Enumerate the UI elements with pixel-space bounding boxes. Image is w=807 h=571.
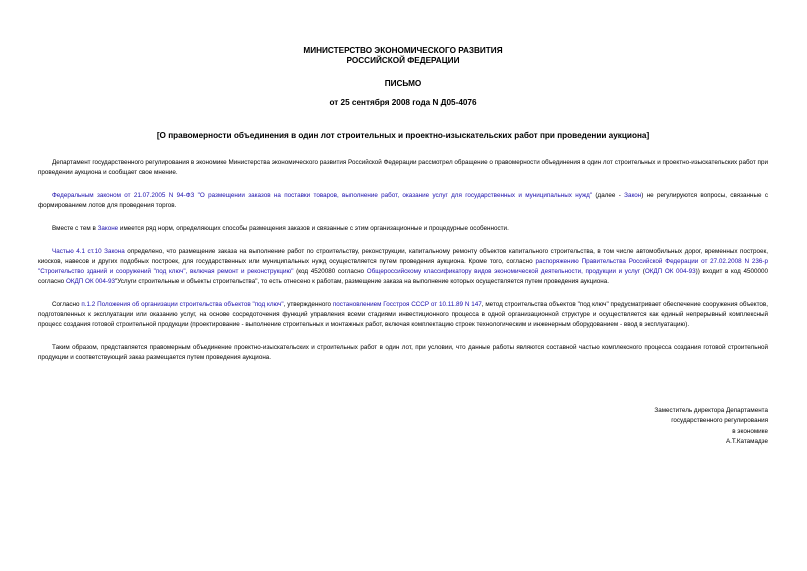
paragraph-2-mid: (далее - [592,192,625,199]
signature-name: А.Т.Катамадзе [725,438,768,446]
paragraph-4 [38,247,768,287]
gosstroy-resolution-link[interactable]: постановлением Госстроя СССР от 10.11.89 N 147 [332,301,482,308]
paragraph-2-end: ) не регулируются вопросы, связанные с формированием лотов для проведения торгов. [38,192,768,209]
ministry-line-2: РОССИЙСКОЙ ФЕДЕРАЦИИ [346,56,460,65]
paragraph-2 [38,191,768,211]
paragraph-4-e: "Услуги строительные и объекты строительства", то есть отнесено к работам, размещение заказа на выполнение которых осуществляется путем проведения аукциона. [114,278,610,285]
paragraph-3-end: имеется ряд норм, определяющих способы размещения заказов и связанные с этим организационные и процедурные особенности. [118,225,509,232]
law-short-link[interactable]: Закон [624,192,642,199]
law-94fz-link[interactable]: Федеральным законом от 21.07.2005 N 94-ФЗ "О размещении заказов на поставки товаров, выполнение работ, оказание услуг для государственных и муниципальных нужд" [52,192,593,199]
paragraph-5-a: Согласно [52,301,82,308]
paragraph-5 [38,300,768,330]
paragraph-4-a: определено, что размещение заказа на выполнение работ по строительству, реконструкции, капитальному ремонту объектов капитального строительства, в том числе автомобильных дорог, временных построек, киосков, навесов и других подобных построек, для государственных или муниципальных нужд осуществляется путем проведения аукциона. Кроме того, согласно [38,248,768,265]
article-10-link[interactable]: Частью 4.1 ст.10 Закона [52,248,125,255]
law-link[interactable]: Законе [97,225,119,232]
doc-type: ПИСЬМО [384,79,422,88]
paragraph-3-start: Вместе с тем в [52,225,98,232]
okved-classifier-link[interactable]: Общероссийскому классификатору видов экономической деятельности, продукции и услуг [366,268,641,275]
government-order-link[interactable]: распоряжению Правительства Российской Федерации от 27.02.2008 N 236-р "Строительство зданий и сооружений "под ключ", включая ремонт и реконструкцию" [38,258,768,275]
paragraph-6: Таким образом, представляется правомерным объединение проектно-изыскательских и строительных работ в один лот, при условии, что данные работы являются составной частью комплексного процесса создания готовой строительной продукции и соответствующий заказ размещается путем проведения аукциона. [38,344,768,361]
signature-block [568,406,768,448]
signature-line-3: в экономике [732,427,768,435]
signature-line-1: Заместитель директора Департамента [654,407,768,414]
okdp-link-2[interactable]: ОКДП ОК 004-93 [65,278,115,285]
doc-subject: [О правомерности объединения в один лот строительных и проектно-изыскательских работ при проведении аукциона] [156,131,650,140]
paragraph-5-b: , утвержденного [283,301,333,308]
okdp-link-1[interactable]: ОКДП ОК 004-93 [644,268,696,275]
ministry-heading [38,46,768,66]
paragraph-1: Департамент государственного регулирования в экономике Министерства экономического развития Российской Федерации рассмотрел обращение о правомерности объединения в один лот строительных и проектно-изыскательских работ при проведении аукциона и сообщает свое мнение. [38,159,768,176]
ministry-line-1: МИНИСТЕРСТВО ЭКОНОМИЧЕСКОГО РАЗВИТИЯ [303,46,503,55]
turnkey-regulation-link[interactable]: п.1.2 Положения об организации строительства объектов "под ключ" [81,301,284,308]
signature-line-2: государственного регулирования [671,417,768,425]
paragraph-4-d: )) входит в код 4500000 согласно [38,268,768,285]
doc-date-number: от 25 сентября 2008 года N Д05-4076 [329,98,477,107]
document-body [38,158,768,376]
paragraph-3 [38,224,768,234]
paragraph-5-c: , метод строительства объектов "под ключ" предусматривает обеспечение сооружения объектов, подготовленных к эксплуатации или оказанию услуг, на основе сосредоточения функций управления всеми стадиями инвестиционного процесса в одной организационной структуре и осуществляется как единый непрерывный комплексный процесс создания готовой строительной продукции (проектирование - выполнение строительных и монтажных работ, включая комплектацию строек технологическим и инженерным оборудованием - ввод в эксплуатацию). [38,301,768,328]
paragraph-4-c: ( [640,268,645,275]
paragraph-4-b: (код 4520080 согласно [293,268,367,275]
